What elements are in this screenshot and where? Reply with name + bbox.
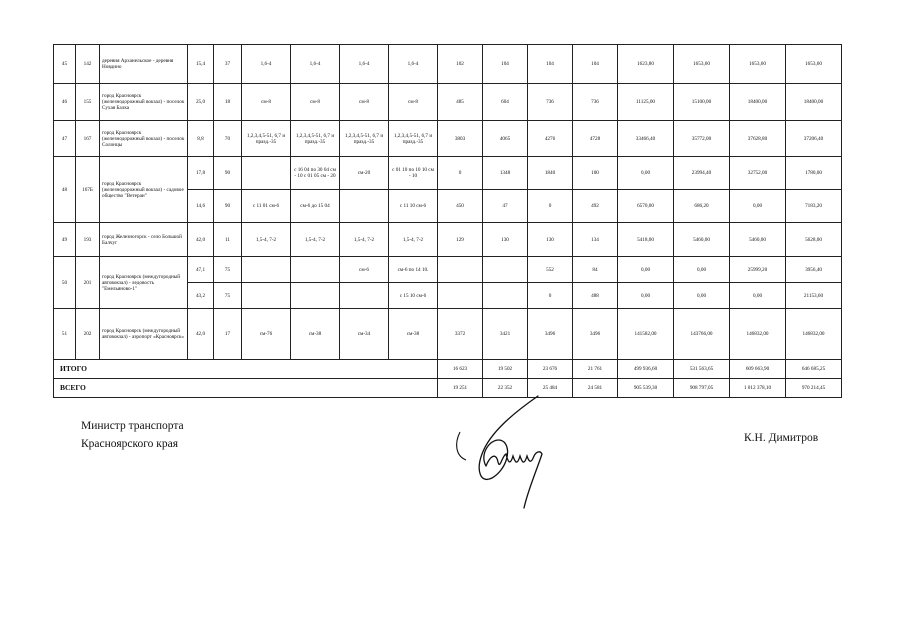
- distance-cell: 17,8: [188, 157, 214, 190]
- schedule-cell: 1,2,3,4,5-51, 6,7 и празд.-35: [389, 121, 438, 157]
- trips-cell: [483, 283, 528, 309]
- trips-cell: 0: [438, 157, 483, 190]
- distance-cell: 43,2: [188, 283, 214, 309]
- schedule-cell: [291, 283, 340, 309]
- amount-cell: 0,00: [730, 190, 786, 223]
- trips-cell: 104: [528, 45, 573, 84]
- amount-cell: 1653,60: [674, 45, 730, 84]
- trips-cell: 3421: [483, 309, 528, 360]
- trips-total: 21 761: [573, 360, 618, 379]
- schedule-cell: 1,6-4: [340, 45, 389, 84]
- trips-cell: [438, 257, 483, 283]
- amount-cell: 3956,40: [786, 257, 842, 283]
- amount-cell: 6570,00: [618, 190, 674, 223]
- duration-cell: 18: [214, 84, 242, 121]
- amount-cell: 11125,00: [618, 84, 674, 121]
- amount-cell: 35772,00: [674, 121, 730, 157]
- trips-cell: 3496: [528, 309, 573, 360]
- amount-cell: 0,00: [730, 283, 786, 309]
- table-row: [54, 121, 842, 157]
- schedule-cell: 1,2,3,4,5-51, 6,7 и празд.-35: [340, 121, 389, 157]
- trips-cell: [438, 283, 483, 309]
- schedule-cell: см-76: [242, 309, 291, 360]
- trips-cell: 0: [528, 283, 573, 309]
- schedule-cell: 1,6-4: [389, 45, 438, 84]
- amount-cell: 1653,60: [786, 45, 842, 84]
- trips-cell: 488: [573, 283, 618, 309]
- trips-cell: [483, 257, 528, 283]
- schedule-cell: [340, 283, 389, 309]
- route-code: 167: [76, 121, 100, 157]
- row-number: 49: [54, 223, 76, 257]
- trips-cell: 102: [438, 45, 483, 84]
- duration-cell: 90: [214, 157, 242, 190]
- schedule-cell: 1,5-4, 7-2: [291, 223, 340, 257]
- route-code: 201: [76, 257, 100, 309]
- amount-cell: 0,00: [674, 257, 730, 283]
- trips-cell: 134: [573, 223, 618, 257]
- amount-cell: 21153,60: [786, 283, 842, 309]
- trips-cell: 3372: [438, 309, 483, 360]
- transport-table: [53, 44, 842, 398]
- amount-total: 499 936,60: [618, 360, 674, 379]
- route-code: 202: [76, 309, 100, 360]
- amount-cell: 1653,60: [730, 45, 786, 84]
- amount-cell: 37628,80: [730, 121, 786, 157]
- distance-cell: 42,0: [188, 309, 214, 360]
- schedule-cell: см-8: [389, 84, 438, 121]
- amount-grand-total: 970 214,45: [786, 379, 842, 398]
- row-number: 48: [54, 157, 76, 223]
- amount-total: 609 663,90: [730, 360, 786, 379]
- amount-cell: 0,00: [618, 283, 674, 309]
- amount-total: 531 563,65: [674, 360, 730, 379]
- schedule-cell: 1,5-4, 7-2: [389, 223, 438, 257]
- trips-cell: 130: [483, 223, 528, 257]
- schedule-cell: [340, 190, 389, 223]
- signatory-title: [81, 417, 184, 453]
- signatory-title-line2: Красноярского края: [81, 438, 178, 450]
- trips-cell: 604: [483, 84, 528, 121]
- schedule-cell: см-6 до 15 04: [291, 190, 340, 223]
- amount-total: 646 685,25: [786, 360, 842, 379]
- amount-cell: 1780,00: [786, 157, 842, 190]
- amount-cell: 143766,00: [674, 309, 730, 360]
- route-name: город Красноярск (междугородный автовокзал) - аэропорт «Красноярск»: [100, 309, 188, 360]
- trips-total: 23 676: [528, 360, 573, 379]
- route-name: деревня Арханельское - деревня Новдино: [100, 45, 188, 84]
- trips-cell: 100: [573, 157, 618, 190]
- amount-cell: 686,20: [674, 190, 730, 223]
- trips-cell: 104: [573, 45, 618, 84]
- route-name: город Красноярск (железнодорожный вокзал) - поселок Солонцы: [100, 121, 188, 157]
- trips-total: 19 502: [483, 360, 528, 379]
- schedule-cell: [242, 283, 291, 309]
- schedule-cell: см-34: [340, 309, 389, 360]
- trips-cell: 736: [528, 84, 573, 121]
- duration-cell: 70: [214, 121, 242, 157]
- duration-cell: 75: [214, 283, 242, 309]
- route-name: город Красноярск (железнодорожный вокзал) - садовое общество "Ветеран": [100, 157, 188, 223]
- schedule-cell: [291, 257, 340, 283]
- distance-cell: 42,0: [188, 223, 214, 257]
- itogo-label: ИТОГО: [54, 360, 438, 379]
- route-code: 193: [76, 223, 100, 257]
- trips-grand-total: 25 484: [528, 379, 573, 398]
- amount-cell: 141582,00: [618, 309, 674, 360]
- row-number: 46: [54, 84, 76, 121]
- amount-cell: 18400,00: [786, 84, 842, 121]
- schedule-cell: с 15 10 см-6: [389, 283, 438, 309]
- amount-grand-total: 908 797,05: [674, 379, 730, 398]
- amount-cell: 7183,20: [786, 190, 842, 223]
- distance-cell: 47,1: [188, 257, 214, 283]
- table-row: [54, 45, 842, 84]
- trips-cell: 1840: [528, 157, 573, 190]
- signatory-name: К.Н. Димитров: [744, 432, 819, 444]
- row-number: 50: [54, 257, 76, 309]
- amount-grand-total: 905 539,30: [618, 379, 674, 398]
- trips-cell: 4728: [573, 121, 618, 157]
- duration-cell: 17: [214, 309, 242, 360]
- schedule-cell: с 01 10 по 10 10 см - 10: [389, 157, 438, 190]
- amount-cell: 25999,20: [730, 257, 786, 283]
- schedule-cell: 1,5-4, 7-2: [242, 223, 291, 257]
- trips-grand-total: 22 352: [483, 379, 528, 398]
- schedule-cell: см-20: [340, 157, 389, 190]
- row-number: 45: [54, 45, 76, 84]
- schedule-cell: см-6 по 14 10.: [389, 257, 438, 283]
- route-name: город Красноярск (железнодорожный вокзал) - поселок Сухая Балка: [100, 84, 188, 121]
- signatory-title-line1: Министр транспорта: [81, 420, 184, 432]
- trips-cell: 3803: [438, 121, 483, 157]
- duration-cell: 75: [214, 257, 242, 283]
- trips-total: 16 623: [438, 360, 483, 379]
- table-row: [54, 84, 842, 121]
- schedule-cell: см-8: [340, 84, 389, 121]
- distance-cell: 14,6: [188, 190, 214, 223]
- amount-cell: 32752,00: [730, 157, 786, 190]
- schedule-cell: [242, 257, 291, 283]
- amount-cell: 23994,40: [674, 157, 730, 190]
- schedule-cell: 1,6-4: [291, 45, 340, 84]
- schedule-cell: см-8: [291, 84, 340, 121]
- distance-cell: 8,8: [188, 121, 214, 157]
- schedule-cell: см-8: [242, 84, 291, 121]
- trips-grand-total: 24 581: [573, 379, 618, 398]
- trips-cell: 84: [573, 257, 618, 283]
- trips-cell: 1348: [483, 157, 528, 190]
- schedule-cell: с 11 01 см-6: [242, 190, 291, 223]
- trips-cell: 3496: [573, 309, 618, 360]
- route-name: город Красноярск (междугородный автовокзал) - ледовость "Емельяново-1": [100, 257, 188, 309]
- trips-cell: 4276: [528, 121, 573, 157]
- amount-cell: 146832,00: [786, 309, 842, 360]
- amount-cell: 18400,00: [730, 84, 786, 121]
- amount-cell: 5418,00: [618, 223, 674, 257]
- schedule-cell: 1,2,3,4,5-51, 6,7 и празд.-35: [291, 121, 340, 157]
- schedule-cell: 1,5-4, 7-2: [340, 223, 389, 257]
- schedule-cell: с 16 04 по 30 04 см - 10 с 01 05 см - 20: [291, 157, 340, 190]
- amount-cell: 5460,00: [730, 223, 786, 257]
- trips-cell: 450: [438, 190, 483, 223]
- table-row: [54, 309, 842, 360]
- trips-cell: 552: [528, 257, 573, 283]
- trips-cell: 129: [438, 223, 483, 257]
- duration-cell: 90: [214, 190, 242, 223]
- amount-cell: 1623,80: [618, 45, 674, 84]
- trips-cell: 736: [573, 84, 618, 121]
- amount-cell: 33466,40: [618, 121, 674, 157]
- itogo-row: [54, 360, 842, 379]
- table-row: [54, 223, 842, 257]
- trips-cell: 0: [528, 190, 573, 223]
- route-code: 155: [76, 84, 100, 121]
- trips-cell: 4065: [483, 121, 528, 157]
- row-number: 51: [54, 309, 76, 360]
- route-name: город Железногорск - село Большой Балчуг: [100, 223, 188, 257]
- amount-cell: 5460,00: [674, 223, 730, 257]
- duration-cell: 37: [214, 45, 242, 84]
- trips-cell: 485: [438, 84, 483, 121]
- amount-cell: 0,00: [618, 157, 674, 190]
- distance-cell: 15,4: [188, 45, 214, 84]
- trips-cell: 130: [528, 223, 573, 257]
- schedule-cell: с 11 10 см-6: [389, 190, 438, 223]
- amount-grand-total: 1 012 378,10: [730, 379, 786, 398]
- schedule-cell: см-38: [291, 309, 340, 360]
- trips-grand-total: 19 251: [438, 379, 483, 398]
- amount-cell: 0,00: [674, 283, 730, 309]
- schedule-cell: 1,6-4: [242, 45, 291, 84]
- amount-cell: 37206,40: [786, 121, 842, 157]
- duration-cell: 11: [214, 223, 242, 257]
- schedule-cell: [242, 157, 291, 190]
- amount-cell: 5628,00: [786, 223, 842, 257]
- route-code: 167Б: [76, 157, 100, 223]
- amount-cell: 0,00: [618, 257, 674, 283]
- trips-cell: 104: [483, 45, 528, 84]
- distance-cell: 25,0: [188, 84, 214, 121]
- handwritten-signature: [420, 392, 580, 512]
- vsego-label: ВСЕГО: [54, 379, 438, 398]
- table-row: [54, 257, 842, 283]
- amount-cell: 15100,00: [674, 84, 730, 121]
- schedule-cell: см-38: [389, 309, 438, 360]
- table-row: [54, 157, 842, 190]
- route-code: 142: [76, 45, 100, 84]
- trips-cell: 47: [483, 190, 528, 223]
- amount-cell: 146832,00: [730, 309, 786, 360]
- schedule-cell: см-6: [340, 257, 389, 283]
- trips-cell: 492: [573, 190, 618, 223]
- row-number: 47: [54, 121, 76, 157]
- schedule-cell: 1,2,3,4,5-51, 6,7 и празд.-35: [242, 121, 291, 157]
